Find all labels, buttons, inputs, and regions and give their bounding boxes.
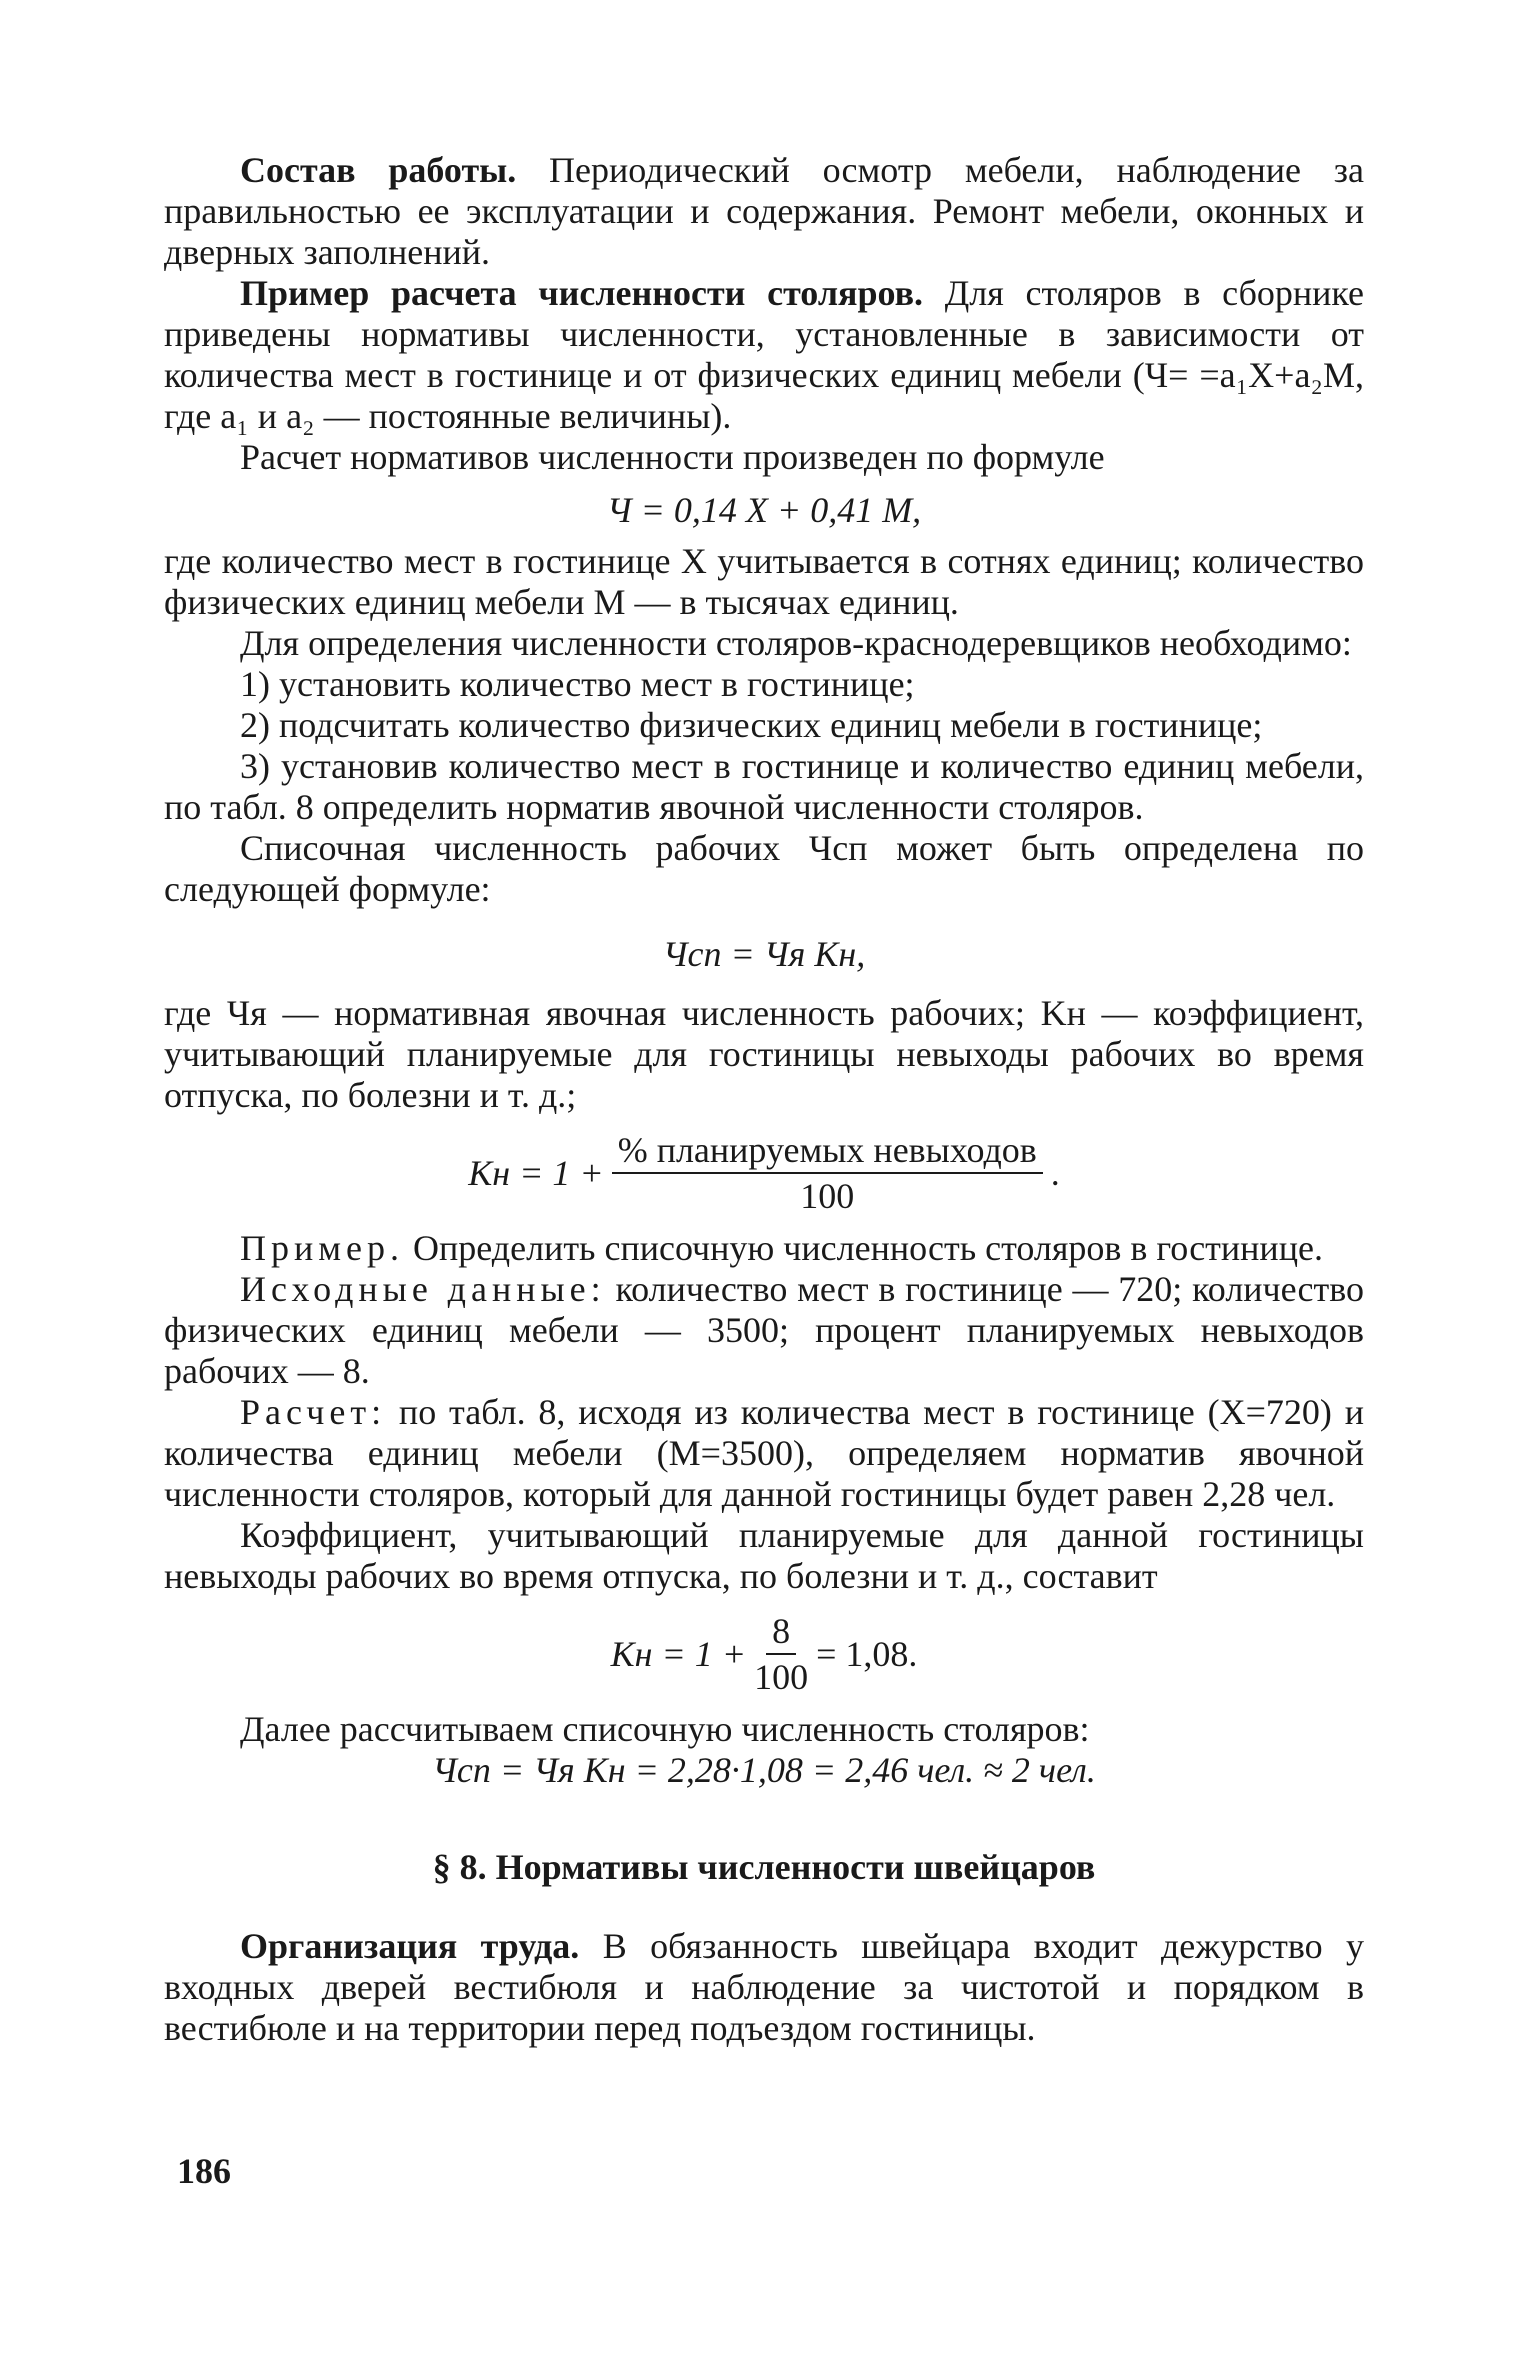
paragraph-next-calc: Далее рассчитываем списочную численность столяров: (240, 1709, 1090, 1749)
text-example: Определить списочную численность столяров в гостинице. (404, 1228, 1323, 1268)
paragraph-list-headcount: Списочная численность рабочих Чсп может быть определена по следующей формуле: (164, 828, 1364, 909)
list-item: 1) установить количество мест в гостинице; (240, 664, 915, 704)
lead-input-data: Исходные данные: (240, 1269, 606, 1309)
list-item: 3) установив количество мест в гостинице и количество единиц мебели, по табл. 8 определить норматив явочной численности столяров. (164, 746, 1364, 827)
lead-example: Пример. (240, 1228, 405, 1268)
formula-coefficient-tail: . (1050, 1152, 1060, 1193)
lead-labor-organization: Организация труда. (240, 1926, 580, 1966)
paragraph-where-definitions: где Чя — нормативная явочная численность рабочих; Kн — коэффициент, учитывающий планируемые для гостиницы невыходы рабочих во время отпуска, по болезни и т. д.; (164, 993, 1364, 1115)
formula-final-result: Чсп = Чя Kн = 2,28·1,08 = 2,46 чел. ≈ 2 чел. (432, 1750, 1096, 1790)
formula-coefficient-value (164, 1611, 1364, 1697)
lead-example-calc: Пример расчета численности столяров. (240, 273, 924, 313)
formula-headcount: Ч = 0,14 X + 0,41 M, (606, 490, 922, 530)
text-calculation: по табл. 8, исходя из количества мест в гостинице (X=720) и количества единиц мебели (M=3500), определяем норматив явочной численности столяров, который для данной гостиницы будет равен 2,28 чел. (164, 1392, 1364, 1514)
paragraph-example-calc (164, 273, 1364, 437)
formula-coefficient-value-tail: = 1,08. (816, 1633, 918, 1674)
text-input-data: количество мест в гостинице — 720; количество физических единиц мебели — 3500; процент планируемых невыходов рабочих — 8. (164, 1269, 1364, 1391)
text-work-composition: Периодический осмотр мебели, наблюдение за правильностью ее эксплуатации и содержания. Ремонт мебели, оконных и дверных заполнений. (164, 150, 1364, 272)
fraction-denominator: 100 (800, 1176, 855, 1216)
paragraph-coefficient-intro: Коэффициент, учитывающий планируемые для данной гостиницы невыходы рабочих во время отпуска, по болезни и т. д., составит (164, 1515, 1364, 1596)
fraction-denominator: 100 (754, 1657, 809, 1697)
text-example-calc: Для столяров в сборнике приведены нормативы численности, установленные в зависимости от количества мест в гостинице и от физических единиц мебели (Ч= =a₁X+a₂M, где a₁ и a₂ — постоянные величины). (164, 273, 1364, 436)
paragraph-example (164, 1228, 1364, 1269)
lead-calculation: Расчет: (240, 1392, 387, 1432)
paragraph-formula-intro: Расчет нормативов численности произведен по формуле (240, 437, 1105, 477)
text-labor-organization: В обязанность швейцара входит дежурство у входных дверей вестибюля и наблюдение за чистотой и порядком в вестибюле и на территории перед подъездом гостиницы. (164, 1926, 1364, 2048)
fraction-numerator: 8 (766, 1611, 796, 1655)
section-heading: § 8. Нормативы численности швейцаров (432, 1847, 1096, 1887)
lead-work-composition: Состав работы. (240, 150, 517, 190)
paragraph-steps-intro: Для определения численности столяров-краснодеревщиков необходимо: (240, 623, 1352, 663)
paragraph-formula-explanation: где количество мест в гостинице X учитывается в сотнях единиц; количество физических единиц мебели M — в тысячах единиц. (164, 541, 1364, 622)
list-item: 2) подсчитать количество физических единиц мебели в гостинице; (240, 705, 1263, 745)
fraction-numerator: % планируемых невыходов (612, 1130, 1043, 1174)
paragraph-input-data (164, 1269, 1364, 1392)
formula-coefficient-value-lhs: Kн = 1 + (610, 1633, 747, 1674)
formula-list-headcount: Чсп = Чя Kн, (662, 934, 866, 974)
fraction (612, 1130, 1043, 1216)
paragraph-labor-organization (164, 1926, 1364, 2049)
steps-list (164, 664, 1364, 828)
formula-coefficient (164, 1130, 1364, 1216)
page-body (164, 150, 1364, 2049)
formula-coefficient-lhs: Kн = 1 + (468, 1152, 604, 1193)
fraction (754, 1611, 808, 1697)
paragraph-calculation (164, 1392, 1364, 1515)
paragraph-work-composition (164, 150, 1364, 273)
page-number: 186 (177, 2151, 231, 2191)
